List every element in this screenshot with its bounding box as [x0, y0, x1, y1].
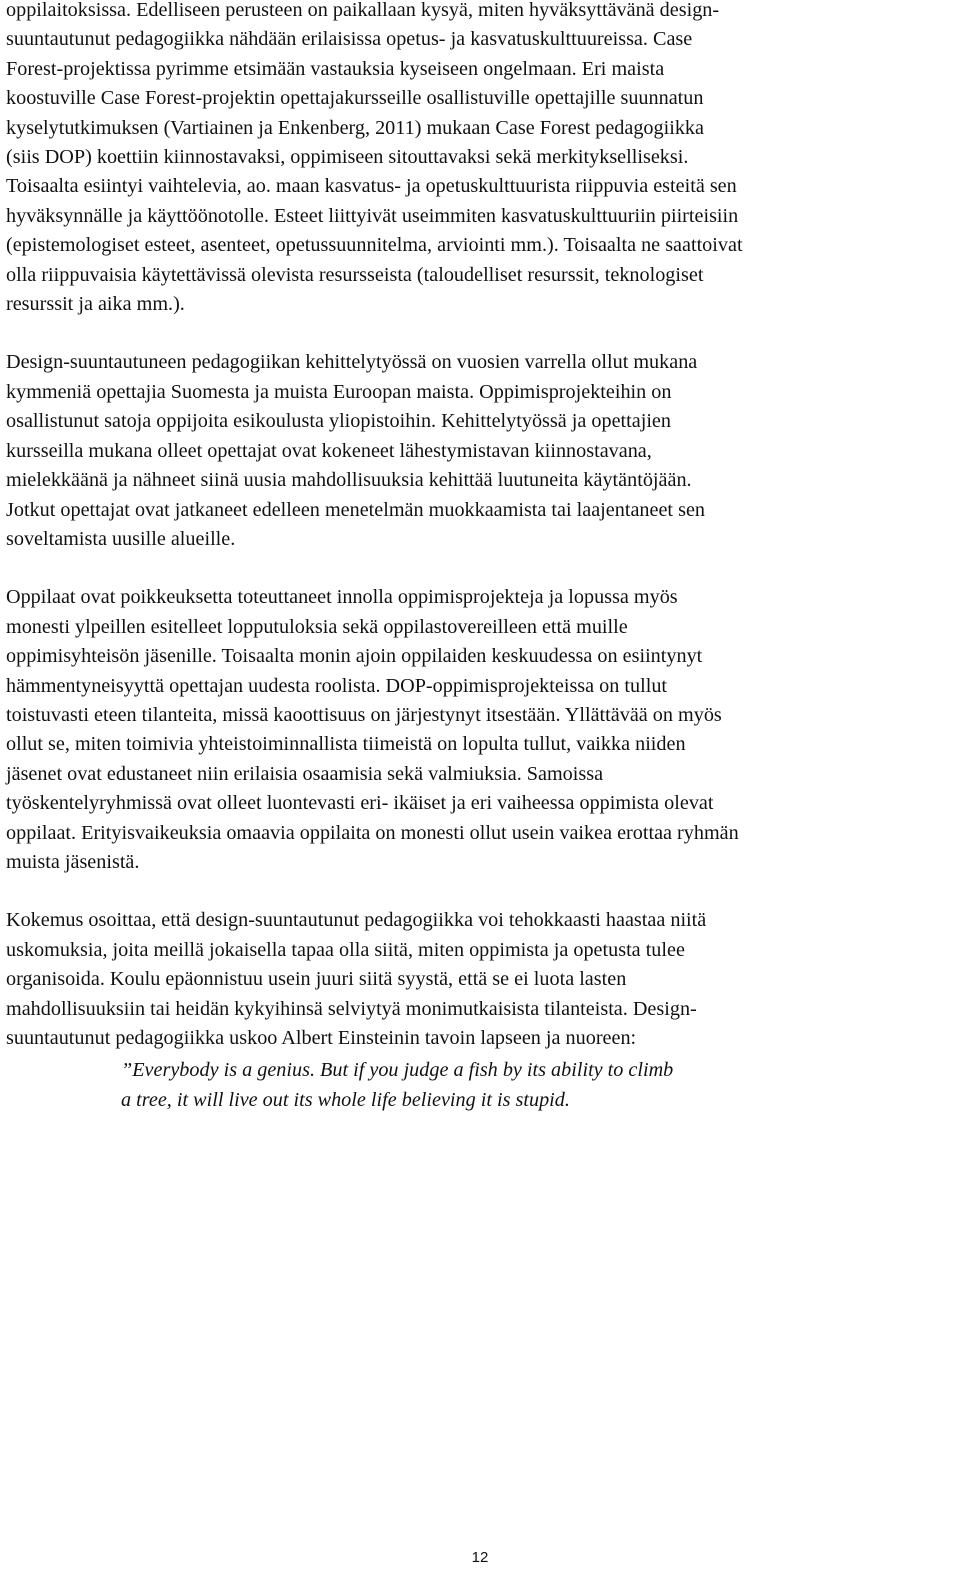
paragraph-4: Kokemus osoittaa, että design-suuntautunut pedagogiikka voi tehokkaasti haastaa niitä uskomuksia, joita meillä jokaisella tapaa olla siitä, miten oppimista ja opetusta tulee organisoida. Koulu epäonnistuu usein juuri siitä syystä, että se ei luota lasten mahdollisuuksiin tai heidän kykyihinsä selviytyä monimutkaisista tilanteista. Design- suuntautunut pedagogiikka uskoo Albert Einsteinin tavoin lapseen ja nuoreen: — [6, 909, 707, 1049]
paragraph-2: Design-suuntautuneen pedagogiikan kehittelytyössä on vuosien varrella ollut mukana kymmeniä opettajia Suomesta ja muista Euroopan maista. Oppimisprojekteihin on osallistunut satoja oppijoita esikoulusta yliopistoihin. Kehittelytyössä ja opettajien kursseilla mukana olleet opettajat ovat kokeneet lähestymistavan kiinnostavana, mielekkäänä ja nähneet siinä uusia mahdollisuuksia kehittää luutuneita käytäntöjään. Jotkut opettajat ovat jatkaneet edelleen menetelmän muokkaamista tai laajentaneet sen soveltamista uusille alueille. — [6, 351, 705, 550]
page-number: 12 — [471, 1549, 489, 1566]
paragraph-3: Oppilaat ovat poikkeuksetta toteuttaneet innolla oppimisprojekteja ja lopussa myös monesti ylpeillen esitelleet lopputuloksia sekä oppilastovereilleen että muille oppimisyhteisön jäsenille. Toisaalta monin ajoin oppilaiden keskuudessa on esiintynyt hämmentyneisyyttä opettajan uudesta roolista. DOP-oppimisprojekteissa on tullut toistuvasti eteen tilanteita, missä kaoottisuus on järjestynyt itsestään. Yllättävää on myös ollut se, miten toimivia yhteistoiminnallista tiimeistä on lopulta tullut, vaikka niiden jäsenet ovat edustaneet niin erilaisia osaamisia sekä valmiuksia. Samoissa työskentelyryhmissä ovat olleet luontevasti eri- ikäiset ja eri vaiheessa oppimista olevat oppilaat. Erityisvaikeuksia omaavia oppilaita on monesti ollut usein vaikea erottaa ryhmän muista jäsenistä. — [6, 586, 739, 873]
paragraph-1: oppilaitoksissa. Edelliseen perusteen on paikallaan kysyä, miten hyväksyttävänä design- suuntautunut pedagogiikka nähdään erilaisissa opetus- ja kasvatuskulttuureissa. Case Forest-projektissa pyrimme etsimään vastauksia kyseiseen ongelmaan. Eri maista koostuville Case Forest-projektin opettajakursseille osallistuville opettajille suunnatun kyselytutkimuksen (Vartiainen ja Enkenberg, 2011) mukaan Case Forest pedagogiikka (siis DOP) koettiin kiinnostavaksi, oppimiseen sitouttavaksi sekä merkitykselliseksi. Toisaalta esiintyi vaihtelevia, ao. maan kasvatus- ja opetuskulttuurista riippuvia esteitä sen hyväksynnälle ja käyttöönotolle. Esteet liittyivät useimmiten kasvatuskulttuuriin piirteisiin (epistemologiset esteet, asenteet, opetussuunnitelma, arviointi mm.). Toisaalta ne saattoivat olla riippuvaisia käytettävissä olevista resursseista (taloudelliset resurssit, teknologiset resurssit ja aika mm.). — [6, 0, 743, 316]
document-page — [6, 0, 950, 1115]
einstein-quote: ”Everybody is a genius. But if you judge a fish by its ability to climb a tree, it will live out its whole life believing it is stupid. — [121, 1059, 674, 1111]
